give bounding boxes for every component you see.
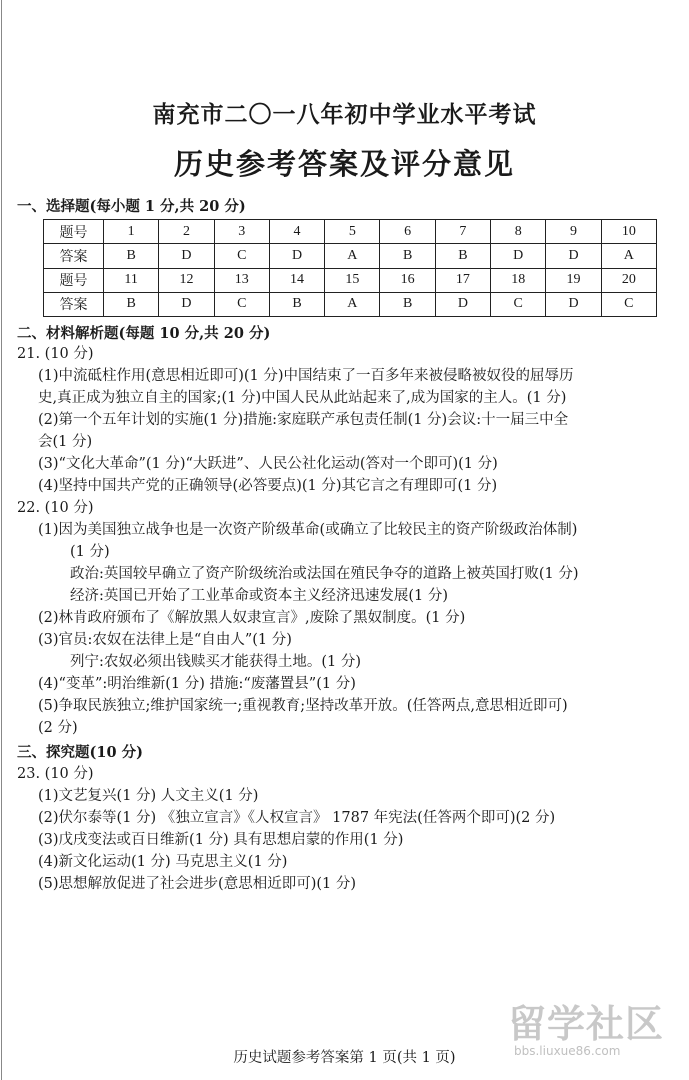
answer-cell: D: [159, 292, 214, 316]
question-number-cell: 2: [159, 220, 214, 244]
question-number-cell: 16: [380, 268, 435, 292]
answer-cell: D: [546, 292, 601, 316]
answer-cell: B: [104, 244, 159, 268]
q22-line: (1)因为美国独立战争也是一次资产阶级革命(或确立了比较民主的资产阶级政治体制): [38, 522, 578, 538]
answer-cell: B: [380, 292, 435, 316]
row-label-answer: 答案: [44, 244, 104, 268]
exam-title: 南充市二〇一八年初中学业水平考试: [152, 101, 537, 128]
answer-cell: B: [435, 244, 490, 268]
q21-line: (1)中流砥柱作用(意思相近即可)(1 分)中国结束了一百多年来被侵略被奴役的屈辱历: [38, 368, 574, 384]
question-number-cell: 19: [546, 268, 601, 292]
section1-heading: 一、选择题(每小题 1 分,共 20 分): [17, 198, 246, 215]
q22-line: (4)“变革”:明治维新(1 分) 措施:“废藩置县”(1 分): [38, 676, 356, 692]
section3-heading: 三、探究题(10 分): [17, 744, 143, 761]
q23-line: (3)戊戌变法或百日维新(1 分) 具有思想启蒙的作用(1 分): [38, 832, 404, 848]
q21-label: 21. (10 分): [17, 346, 94, 362]
q22-line: (2)林肯政府颁布了《解放黑人奴隶宣言》,废除了黑奴制度。(1 分): [38, 610, 466, 626]
row-label-number: 题号: [44, 220, 104, 244]
q22-line: (1 分): [70, 544, 110, 560]
answer-cell: A: [325, 244, 380, 268]
answer-cell: A: [325, 292, 380, 316]
document-title: 历史参考答案及评分意见: [173, 147, 515, 181]
row-label-answer: 答案: [44, 292, 104, 316]
answer-cell: D: [269, 244, 324, 268]
answer-cell: D: [546, 244, 601, 268]
watermark-logo: [508, 1004, 673, 1074]
answer-cell: D: [491, 244, 546, 268]
answer-cell: B: [380, 244, 435, 268]
question-number-cell: 14: [269, 268, 324, 292]
q22-line: 列宁:农奴必须出钱赎买才能获得土地。(1 分): [70, 654, 362, 670]
section2-heading: 二、材料解析题(每题 10 分,共 20 分): [17, 325, 271, 342]
answer-cell: B: [104, 292, 159, 316]
q23-line: (4)新文化运动(1 分) 马克思主义(1 分): [38, 854, 288, 870]
question-number-cell: 9: [546, 220, 601, 244]
watermark-url: bbs.liuxue86.com: [514, 1044, 621, 1058]
answer-table: [43, 219, 657, 317]
q22-line: (3)官员:农奴在法律上是“自由人”(1 分): [38, 632, 292, 648]
q21-line: (2)第一个五年计划的实施(1 分)措施:家庭联产承包责任制(1 分)会议:十一届三中全: [38, 412, 569, 428]
q22-line: 政治:英国较早确立了资产阶级统治或法国在殖民争夺的道路上被英国打败(1 分): [70, 566, 579, 582]
table-row-numbers-a: [44, 220, 657, 244]
question-number-cell: 18: [491, 268, 546, 292]
question-number-cell: 3: [214, 220, 269, 244]
watermark-text: 留学社区: [508, 1002, 665, 1046]
q21-line: (4)坚持中国共产党的正确领导(必答要点)(1 分)其它言之有理即可(1 分): [38, 478, 498, 494]
table-row-answers-a: [44, 244, 657, 268]
answer-cell: A: [601, 244, 656, 268]
page-footer: 历史试题参考答案第 1 页(共 1 页): [233, 1050, 456, 1066]
q23-line: (2)伏尔泰等(1 分) 《独立宣言》《人权宣言》 1787 年宪法(任答两个即可)(2 分): [38, 810, 556, 826]
answer-cell: C: [214, 292, 269, 316]
question-number-cell: 13: [214, 268, 269, 292]
q21-line: 史,真正成为独立自主的国家;(1 分)中国人民从此站起来了,成为国家的主人。(1 分): [38, 390, 567, 406]
table-row-answers-b: [44, 292, 657, 316]
q22-label: 22. (10 分): [17, 500, 94, 516]
row-label-number: 题号: [44, 268, 104, 292]
q23-label: 23. (10 分): [17, 766, 94, 782]
answer-cell: C: [601, 292, 656, 316]
question-number-cell: 10: [601, 220, 656, 244]
question-number-cell: 12: [159, 268, 214, 292]
question-number-cell: 7: [435, 220, 490, 244]
question-number-cell: 15: [325, 268, 380, 292]
q23-line: (1)文艺复兴(1 分) 人文主义(1 分): [38, 788, 259, 804]
answer-cell: D: [159, 244, 214, 268]
answer-cell: C: [214, 244, 269, 268]
question-number-cell: 17: [435, 268, 490, 292]
answer-cell: D: [435, 292, 490, 316]
table-row-numbers-b: [44, 268, 657, 292]
answer-cell: C: [491, 292, 546, 316]
answer-cell: B: [269, 292, 324, 316]
question-number-cell: 11: [104, 268, 159, 292]
q21-line: (3)“文化大革命”(1 分)“大跃进”、人民公社化运动(答对一个即可)(1 分): [38, 456, 498, 472]
q23-line: (5)思想解放促进了社会进步(意思相近即可)(1 分): [38, 876, 357, 892]
q22-line: 经济:英国已开始了工业革命或资本主义经济迅速发展(1 分): [70, 588, 449, 604]
q22-line: (5)争取民族独立;维护国家统一;重视教育;坚持改革开放。(任答两点,意思相近即可): [38, 698, 568, 714]
q22-line: (2 分): [38, 720, 78, 736]
question-number-cell: 1: [104, 220, 159, 244]
question-number-cell: 4: [269, 220, 324, 244]
question-number-cell: 5: [325, 220, 380, 244]
question-number-cell: 20: [601, 268, 656, 292]
question-number-cell: 8: [491, 220, 546, 244]
question-number-cell: 6: [380, 220, 435, 244]
q21-line: 会(1 分): [38, 434, 93, 450]
